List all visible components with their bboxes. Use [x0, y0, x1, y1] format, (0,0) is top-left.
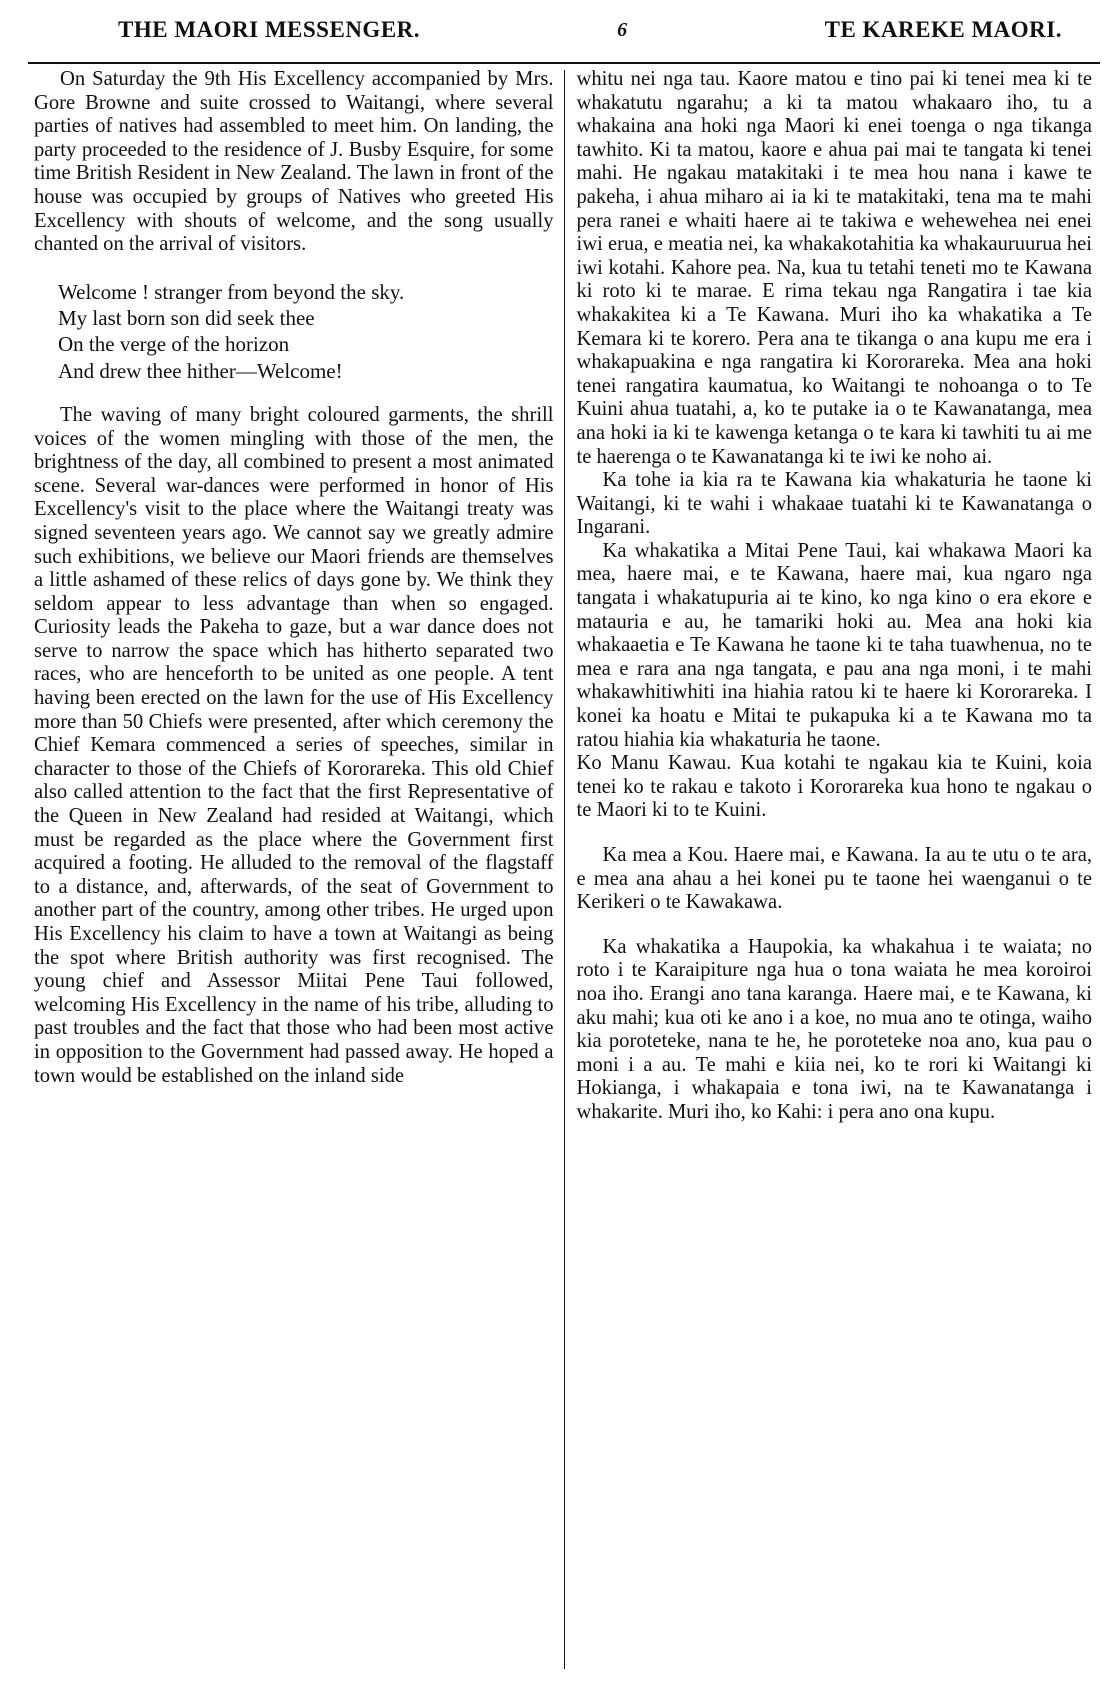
verse-line: Welcome ! stranger from beyond the sky. [58, 279, 405, 304]
english-paragraph-2: The waving of many bright coloured garments, the shrill voices of the women mingling with those of the men, the brightness of the day, all combined to present a most animated scene. Several war-dances were performed in honor of His Excellency's visit to the place where the Waitangi treaty was signed seventeen years ago. We cannot say we greatly admire such exhibitions, we believe our Maori friends are themselves a little ashamed of these relics of days gone by. We think they seldom appear to less advantage than when so engaged. Curiosity leads the Pakeha to gaze, but a war dance does not serve to narrow the space which has hitherto separated two races, who are henceforth to be united as one people. A tent having been erected on the lawn for the use of His Excellency more than 50 Chiefs were presented, after which ceremony the Chief Kemara commenced a series of speeches, similar in character to those of the Chiefs of Kororareka. This old Chief also called attention to the fact that the first Representative of the Queen in New Zealand had resided at Waitangi, which must be regarded as the place where the Government first acquired a footing. He alluded to the removal of the flagstaff to a distance, and, afterwards, of the seat of Government to another part of the country, among other tribes. He urged upon His Excellency his claim to have a town at Waitangi as being the spot where British authority was first recognised. The young chief and Assessor Miitai Pene Taui followed, welcoming His Excellency in the name of his tribe, alluding to past troubles and the fact that those who had been most active in opposition to the Government had passed away. He hoped a town would be established on the inland side [34, 403, 554, 1087]
masthead [18, 8, 1096, 52]
verse-line: My last born son did seek thee [58, 306, 315, 331]
header-rule [28, 62, 1100, 64]
article-columns [28, 68, 1100, 1669]
masthead-english-title: THE MAORI MESSENGER. [118, 17, 421, 42]
maori-paragraph-4: Ko Manu Kawau. Kua kotahi te ngakau kia te Kuini, koia tenei ko te rakau e takoto i Kororareka kua hono te ngakau o te Maori ki to te Kuini. [576, 752, 1092, 822]
maori-paragraph-3: Ka whakatika a Mitai Pene Taui, kai whakawa Maori ka mea, haere mai, e te Kawana, haere mai, kua ngaro nga tangata i whakatupuria ai te kino, ko nga kino o era ekore e matauria e au, he tamariki hoki au. Mea ana hoki kia whakaaetia e Te Kawana he taone ki te taha tuawhenua, no te mea e rara ana nga tangata, e pau ana nga moni, i te mahi whakawhitiwhiti ina hiahia ratou ki te haere ki Kororareka. I konei ka hoatu e Mitai te pukapuka ki a te Kawana mo ta ratou hiahia kia whakaturia he taone. [576, 539, 1092, 751]
maori-paragraph-1: whitu nei nga tau. Kaore matou e tino pai ki tenei mea ki te whakatutu ngarahu; a ki ta matou whakaaro iho, tu a whakaina ana hoki nga Maori ki enei toenga o nga tikanga tawhito. Ki ta matou, kaore e ahua pai mai te tangata ki tenei mahi. He ngakau matakitaki i te mea hou nana i kawe te pakeha, i ahua miharo ai ia ki te matakitaki, tena ma te mahi pera ranei e whaiti haere ai te takiwa e wehewehea nei enei iwi erua, e meatia nei, ka whakakotahitia ka whakauruurua hei iwi kotahi. Kahore pea. Na, kua tu tetahi teneti mo te Kawana ki roto ki te marae. E rima tekau nga Rangatira i tae kia whakakitea ki a Te Kawana. Muri iho ka whakatika a Te Kemara ki te korero. Pera ana te tikanga o ana kupu me era i whakapuakina e nga rangatira ki Kororareka. Mea ana hoki tenei rangatira kaumatua, ko Waitangi te nohoanga o to Te Kuini ahua tuatahi, a, ko te putake ia o te Kawanatanga, mea ana hoki ia ki te kawenga ketanga o te kara ki tawhiti tu ai me te haerenga o te Kawanatanga ki te iwi ke noho ai. [576, 68, 1092, 468]
english-paragraph-1: On Saturday the 9th His Excellency accompanied by Mrs. Gore Browne and suite crossed to Waitangi, where several parties of natives had assembled to meet him. On landing, the party proceeded to the residence of J. Busby Esquire, for some time British Resident in New Zealand. The lawn in front of the house was occupied by groups of Natives who greeted His Excellency with shouts of welcome, and the song usually chanted on the arrival of visitors. [34, 68, 554, 256]
maori-paragraph-6: Ka whakatika a Haupokia, ka whakahua i te waiata; no roto i te Karaipiture nga hua o tona waiata he mea koroiroi noa iho. Erangi ano tana karanga. Haere mai, e te Kawana, ki aku mahi; kua oti ke ano i a koe, no mua ano te otinga, waiho kia poroteteke, nana te he, he poroteteke noa ano, kua pau o moni i a au. Te mahi e kiia nei, ko te rori ki Waitangi ki Hokianga, i whakapaia e tona iwi, na te Kawanatanga i whakarite. Muri iho, ko Kahi: i pera ano ona kupu. [576, 935, 1092, 1123]
verse-line: And drew thee hither—Welcome! [58, 358, 343, 383]
maori-column [565, 68, 1101, 1669]
verse-line: On the verge of the horizon [58, 332, 290, 357]
maori-paragraph-2: Ka tohe ia kia ra te Kawana kia whakaturia he taone ki Waitangi, ki te wahi i whakaae tuatahi ki te Kawanatanga o Ingarani. [576, 469, 1092, 539]
english-column [28, 68, 564, 1669]
welcome-verse [58, 279, 554, 384]
masthead-maori-title: TE KAREKE MAORI. [824, 17, 1062, 42]
page-number: 6 [617, 18, 628, 41]
maori-paragraph-5: Ka mea a Kou. Haere mai, e Kawana. Ia au te utu o te ara, e mea ana ahau a hei konei pu te taone hei waenganui o te Kerikeri o te Kawakawa. [576, 844, 1092, 914]
